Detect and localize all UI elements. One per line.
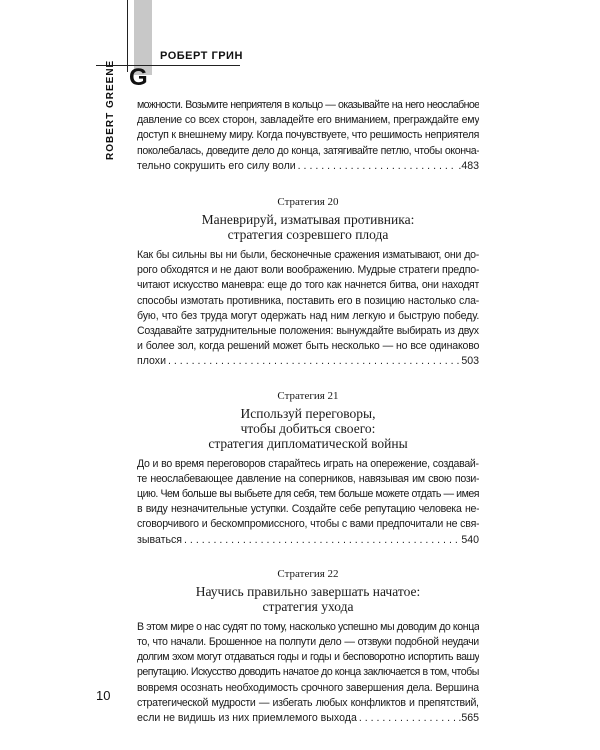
text-line: цию. Чем больше вы выбьете для себя, тем больше можете отдать — имея: [137, 488, 479, 501]
text-line: поколебалась, доведите дело до конца, затягивайте петлю, чтобы оконча-: [137, 144, 479, 157]
text-line: Как бы сильны вы ни были, бесконечные сражения изматывают, они до-: [137, 249, 479, 262]
g-logo: G: [129, 64, 148, 91]
text-line: До и во время переговоров старайтесь играть на опережение, создавай-: [137, 457, 479, 470]
text-line: доступ к внешнему миру. Когда почувствуете, что решимость неприятеля: [137, 129, 479, 142]
text-line: стратегической мудрости — избегать любых конфликтов и препятствий,: [137, 696, 479, 709]
text-line: и более зол, когда решений может быть несколько — но все одинаково: [137, 340, 479, 353]
toc-content: [137, 98, 479, 726]
strategy-title: Маневрируй, изматывая противника:: [201, 212, 415, 228]
text-line: сговорчивого и бескомпромиссного, чтобы с вами предпочитали не свя-: [137, 518, 479, 531]
strategy-title: стратегия созревшего плода: [227, 227, 389, 243]
toc-entry-line[interactable]: зываться . . . 540: [137, 533, 479, 548]
text-line: те неослабевающее давление на соперников, навязывая им свою пози-: [137, 472, 479, 485]
strategy-title: стратегия дипломатической войны: [208, 435, 408, 451]
strategy-label: Стратегия 21: [277, 389, 339, 402]
strategy-title: Используй переговоры,: [240, 405, 376, 421]
strategy-title: Научись правильно завершать начатое:: [195, 583, 421, 599]
strategy-paragraph: [137, 457, 479, 548]
strategy-title: стратегия ухода: [262, 598, 354, 614]
page-ref: 540: [461, 533, 479, 546]
running-head-author: РОБЕРТ ГРИН: [160, 50, 243, 62]
text-line: то, что начали. Брошенное на полпути дело — отзвуки подобной неудачи: [137, 636, 479, 649]
toc-entry-line[interactable]: если не видишь из них приемлемого выхода . . . .565: [137, 711, 479, 726]
strategy-title: чтобы добиться своего:: [240, 420, 376, 436]
text-line: способы измотать противника, поставить его в позицию настолько сла-: [137, 294, 479, 307]
header-horizontal-rule: [96, 65, 240, 66]
header-vertical-rule: [127, 0, 128, 72]
strategy-paragraph: [137, 248, 479, 370]
text-line: вовремя осознать необходимость срочного завершения дела. Вершина: [137, 681, 479, 694]
page-ref: .565: [458, 712, 479, 725]
text-line: рого обходятся и не дают воли воображению. Мудрые стратеги предпо-: [137, 264, 479, 277]
strategy-label: Стратегия 22: [277, 567, 339, 580]
strategy-label: Стратегия 20: [277, 196, 339, 209]
page-number: 10: [96, 688, 111, 703]
toc-entry-line[interactable]: плохи . . . 503: [137, 354, 479, 369]
text-line: Создавайте затруднительные положения: вынуждайте выбирать из двух: [137, 325, 479, 338]
page-ref: .483: [458, 159, 479, 172]
text-line: долгим эхом могут отдаваться годы и годы и бесповоротно испортить вашу: [137, 651, 479, 664]
text-line: можности. Возьмите неприятеля в кольцо — оказывайте на него неослабное: [137, 99, 479, 111]
text-line: бую, что без труда могут одержать над ним легкую и быструю победу.: [137, 309, 479, 322]
side-author: ROBERT GREENE: [105, 59, 116, 160]
text-line: давление со всех сторон, завладейте его вниманием, преграждайте ему: [137, 114, 479, 127]
strategy-paragraph: [137, 620, 479, 726]
intro-paragraph: [137, 98, 479, 174]
page-ref: 503: [461, 355, 479, 368]
text-line: В этом мире о нас судят по тому, насколько успешно мы доводим до конца: [137, 620, 479, 633]
toc-entry-line[interactable]: тельно сокрушить его силу воли . . . .483: [137, 159, 479, 174]
text-line: репутацию. Искусство доводить начатое до конца заключается в том, чтобы: [137, 666, 479, 679]
text-line: в виду незначительные уступки. Создайте себе репутацию человека не-: [137, 503, 479, 516]
text-line: читают искусство маневра: еще до того как начнется битва, они находят: [137, 279, 479, 292]
